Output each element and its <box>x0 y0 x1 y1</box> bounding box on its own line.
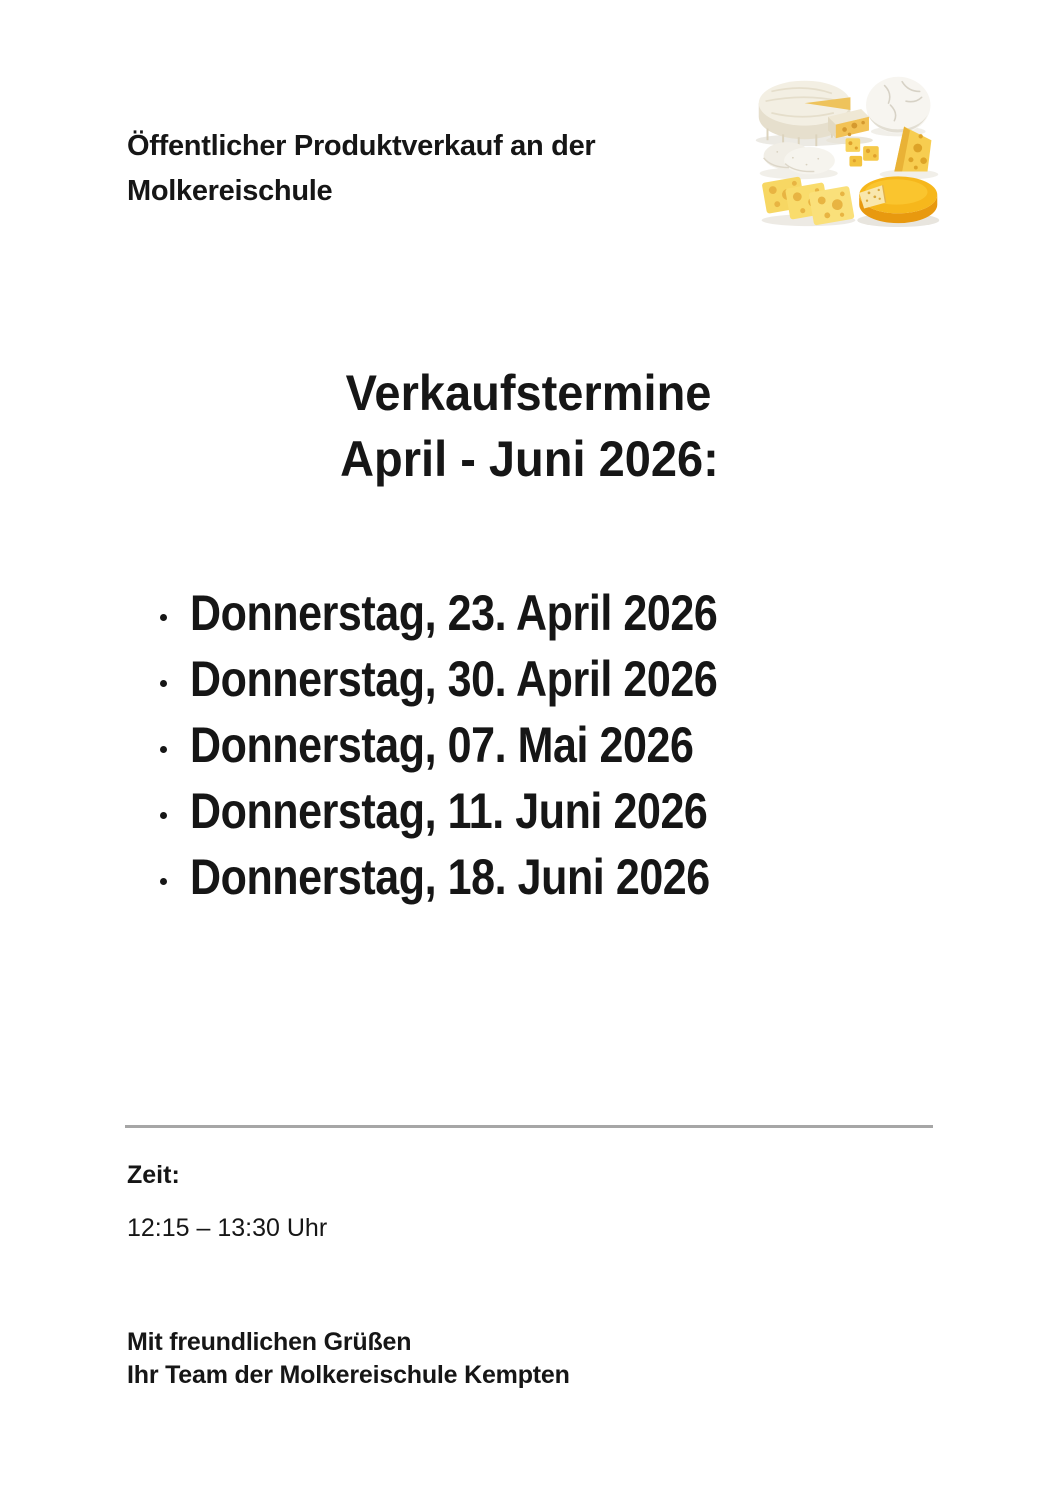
cheese-assortment-image <box>748 64 948 234</box>
list-item <box>160 712 803 778</box>
bullet-icon <box>160 812 167 819</box>
closing-block <box>127 1326 570 1392</box>
date-text: Donnerstag, 18. Juni 2026 <box>190 849 710 905</box>
header-line2: Molkereischule <box>127 175 333 207</box>
date-text: Donnerstag, 11. Juni 2026 <box>190 783 708 839</box>
time-label: Zeit: <box>127 1161 180 1189</box>
horizontal-divider <box>125 1125 933 1128</box>
title-line2: April - Juni 2026: <box>339 431 719 487</box>
closing-line2: Ihr Team der Molkereischule Kempten <box>127 1361 570 1389</box>
bullet-icon <box>160 680 167 687</box>
header-line1: Öffentlicher Produktverkauf an der <box>127 130 596 162</box>
list-item <box>160 580 803 646</box>
page-title <box>0 360 1058 492</box>
list-item <box>160 646 803 712</box>
date-list <box>160 580 803 910</box>
list-item <box>160 778 803 844</box>
bullet-icon <box>160 614 167 621</box>
list-item <box>160 844 803 910</box>
time-value: 12:15 – 13:30 Uhr <box>127 1214 328 1242</box>
bullet-icon <box>160 878 167 885</box>
date-text: Donnerstag, 23. April 2026 <box>190 585 718 641</box>
document-header <box>127 124 595 214</box>
closing-line1: Mit freundlichen Grüßen <box>127 1328 412 1356</box>
title-line1: Verkaufstermine <box>346 365 712 421</box>
cheese-illustration-icon <box>748 64 948 234</box>
bullet-icon <box>160 746 167 753</box>
date-text: Donnerstag, 07. Mai 2026 <box>190 717 694 773</box>
date-text: Donnerstag, 30. April 2026 <box>190 651 718 707</box>
